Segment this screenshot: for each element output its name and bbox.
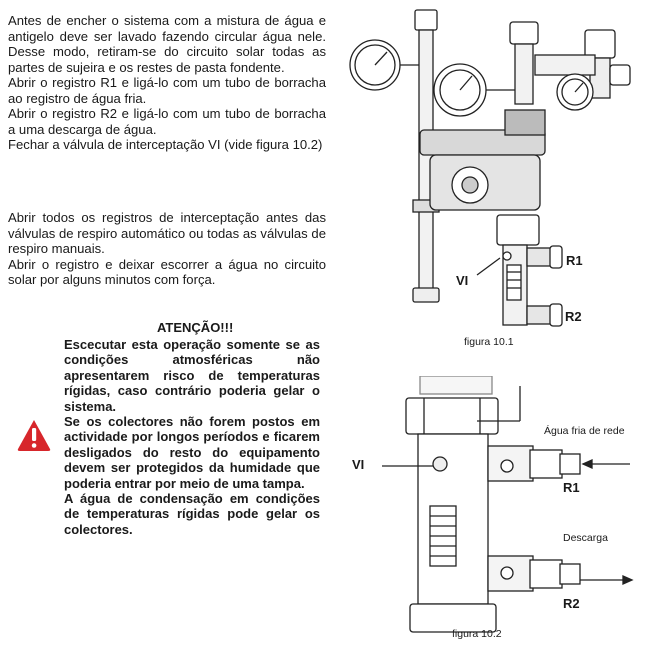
warning-paragraph: A água de condensação em condições de temperaturas rígidas pode gelar os colectores.	[64, 491, 320, 537]
figure1-label-vi: VI	[456, 273, 469, 288]
figure1-label-r1: R1	[566, 253, 583, 268]
instruction-paragraph: Abrir todos os registros de interceptação antes das válvulas de respiro automático ou todas as válvulas de respiro manuais.	[8, 210, 326, 256]
warning-triangle-icon	[16, 418, 52, 452]
figure2-label-r1: R1	[563, 480, 580, 495]
warning-title: ATENÇÃO!!!	[157, 320, 234, 335]
drain-label: Descarga	[563, 532, 608, 544]
figure2-caption: figura 10.2	[452, 628, 502, 640]
figure1-caption: figura 10.1	[464, 336, 514, 348]
instruction-paragraph: Abrir o registro R1 e ligá-lo com um tubo de borracha ao registro de água fria.	[8, 75, 326, 106]
instruction-paragraph: Abrir o registro R2 e ligá-lo com um tubo de borracha a uma descarga de água.	[8, 106, 326, 137]
instruction-paragraph: Antes de encher o sistema com a mistura de água e antigelo deve ser lavado fazendo circular água nele. Desse modo, retiram-se do circuito solar todas as partes de sujeira e os restes de pasta fondente.	[8, 13, 326, 75]
figure2-label-r2: R2	[563, 596, 580, 611]
instruction-paragraph: Fechar a válvula de interceptação VI (vide figura 10.2)	[8, 137, 323, 152]
figure2-label-vi: VI	[352, 457, 365, 472]
instruction-paragraph: Abrir o registro e deixar escorrer a água no circuito solar por alguns minutos com força.	[8, 256, 326, 287]
instructions-block	[8, 13, 326, 153]
cold-water-label: Água fria de rede	[544, 425, 625, 437]
instructions-block-2	[8, 210, 326, 288]
figure1-label-r2: R2	[565, 309, 582, 324]
figure-10-2-valve-assembly-diagram	[370, 376, 650, 638]
warning-paragraph: Escecutar esta operação somente se as condições atmosféricas não apresentarem risco de temperaturas rígidas, caso contrário poderia gelar o sistema.	[64, 337, 320, 414]
figure-10-1-solar-station-diagram	[345, 0, 645, 340]
warning-paragraph: Se os colectores não forem postos em actividade por longos períodos e ficarem desligados do resto do equipamento devem ser protegidos da humidade que poderia entrar por meio de uma tampa.	[64, 414, 320, 491]
warning-body	[64, 337, 320, 537]
